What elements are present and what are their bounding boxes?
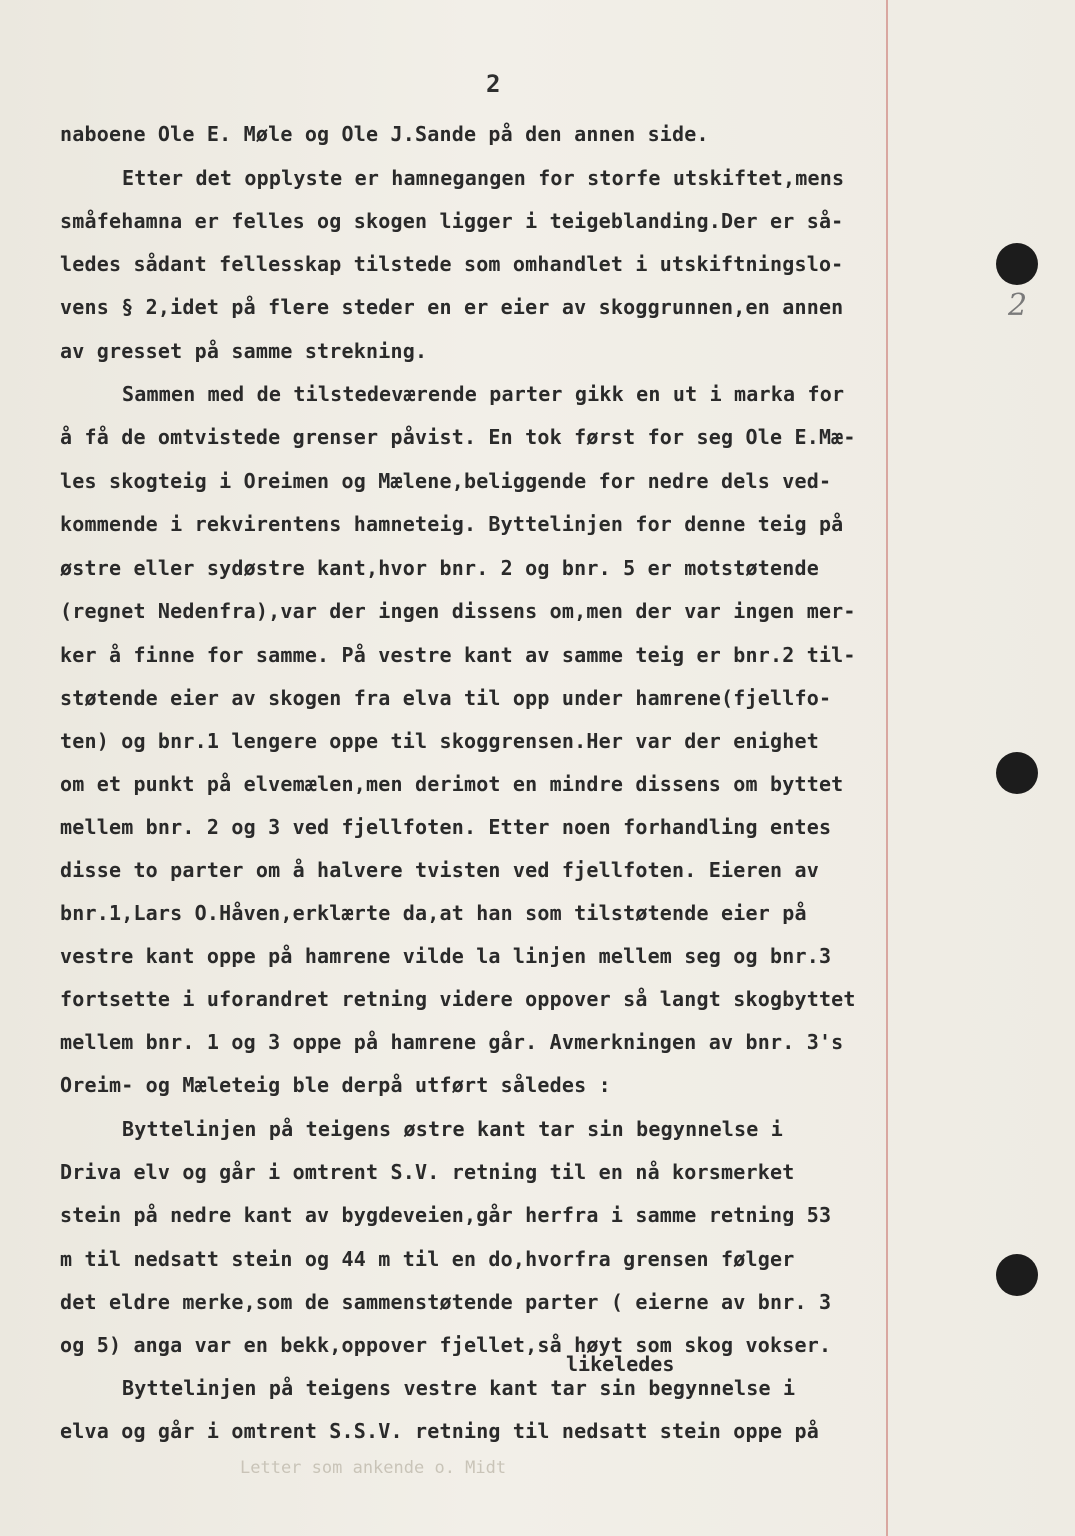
text-line: Oreim- og Mæleteig ble derpå utført således :: [60, 1073, 611, 1097]
text-line: og 5) anga var en bekk,oppover fjellet,så høyt som skog vokser.: [60, 1333, 832, 1357]
text-line: det eldre merke,som de sammenstøtende parter ( eierne av bnr. 3: [60, 1290, 832, 1314]
text-line: kommende i rekvirentens hamneteig. Byttelinjen for denne teig på: [60, 512, 844, 536]
text-line: småfehamna er felles og skogen ligger i teigeblanding.Der er så-: [60, 209, 844, 233]
text-line: elva og går i omtrent S.S.V. retning til nedsatt stein oppe på: [60, 1419, 819, 1443]
text-line: ledes sådant fellesskap tilstede som omhandlet i utskiftningslo-: [60, 252, 844, 276]
text-line: Etter det opplyste er hamnegangen for storfe utskiftet,mens: [122, 166, 845, 190]
text-line: les skogteig i Oreimen og Mælene,beliggende for nedre dels ved-: [60, 469, 832, 493]
text-line: bnr.1,Lars O.Håven,erklærte da,at han som tilstøtende eier på: [60, 901, 807, 925]
text-line: om et punkt på elvemælen,men derimot en mindre dissens om byttet: [60, 772, 844, 796]
text-line: mellem bnr. 1 og 3 oppe på hamrene går. Avmerkningen av bnr. 3's: [60, 1030, 844, 1054]
text-line: østre eller sydøstre kant,hvor bnr. 2 og bnr. 5 er motstøtende: [60, 556, 819, 580]
text-line: fortsette i uforandret retning videre oppover så langt skogbyttet: [60, 987, 856, 1011]
text-line: vens § 2,idet på flere steder en er eier av skoggrunnen,en annen: [60, 295, 844, 319]
text-line: vestre kant oppe på hamrene vilde la linjen mellem seg og bnr.3: [60, 944, 832, 968]
text-line: disse to parter om å halvere tvisten ved fjellfoten. Eieren av: [60, 858, 819, 882]
text-line: naboene Ole E. Møle og Ole J.Sande på den annen side.: [60, 122, 709, 146]
text-line: å få de omtvistede grenser påvist. En tok først for seg Ole E.Mæ-: [60, 425, 856, 449]
text-line: ten) og bnr.1 lengere oppe til skoggrensen.Her var der enighet: [60, 729, 819, 753]
text-line: mellem bnr. 2 og 3 ved fjellfoten. Etter noen forhandling entes: [60, 815, 832, 839]
margin-page-note: 2: [1008, 288, 1028, 323]
page-number: 2: [486, 70, 501, 98]
text-line: av gresset på samme strekning.: [60, 339, 428, 363]
text-line: Byttelinjen på teigens vestre kant tar sin begynnelse i: [122, 1376, 796, 1400]
bleed-through-text: Letter som ankende o. Midt: [240, 1458, 507, 1478]
text-line: m til nedsatt stein og 44 m til en do,hvorfra grensen følger: [60, 1247, 795, 1271]
text-line: Sammen med de tilstedeværende parter gikk en ut i marka for: [122, 382, 845, 406]
text-line: stein på nedre kant av bygdeveien,går herfra i samme retning 53: [60, 1203, 832, 1227]
text-line: ker å finne for samme. På vestre kant av samme teig er bnr.2 til-: [60, 643, 856, 667]
text-line: Byttelinjen på teigens østre kant tar sin begynnelse i: [122, 1117, 784, 1141]
text-line: støtende eier av skogen fra elva til opp under hamrene(fjellfo-: [60, 686, 832, 710]
text-line: (regnet Nedenfra),var der ingen dissens om,men der var ingen mer-: [60, 599, 856, 623]
interlinear-insertion: likeledes: [566, 1352, 675, 1376]
text-line: Driva elv og går i omtrent S.V. retning til en nå korsmerket: [60, 1160, 795, 1184]
